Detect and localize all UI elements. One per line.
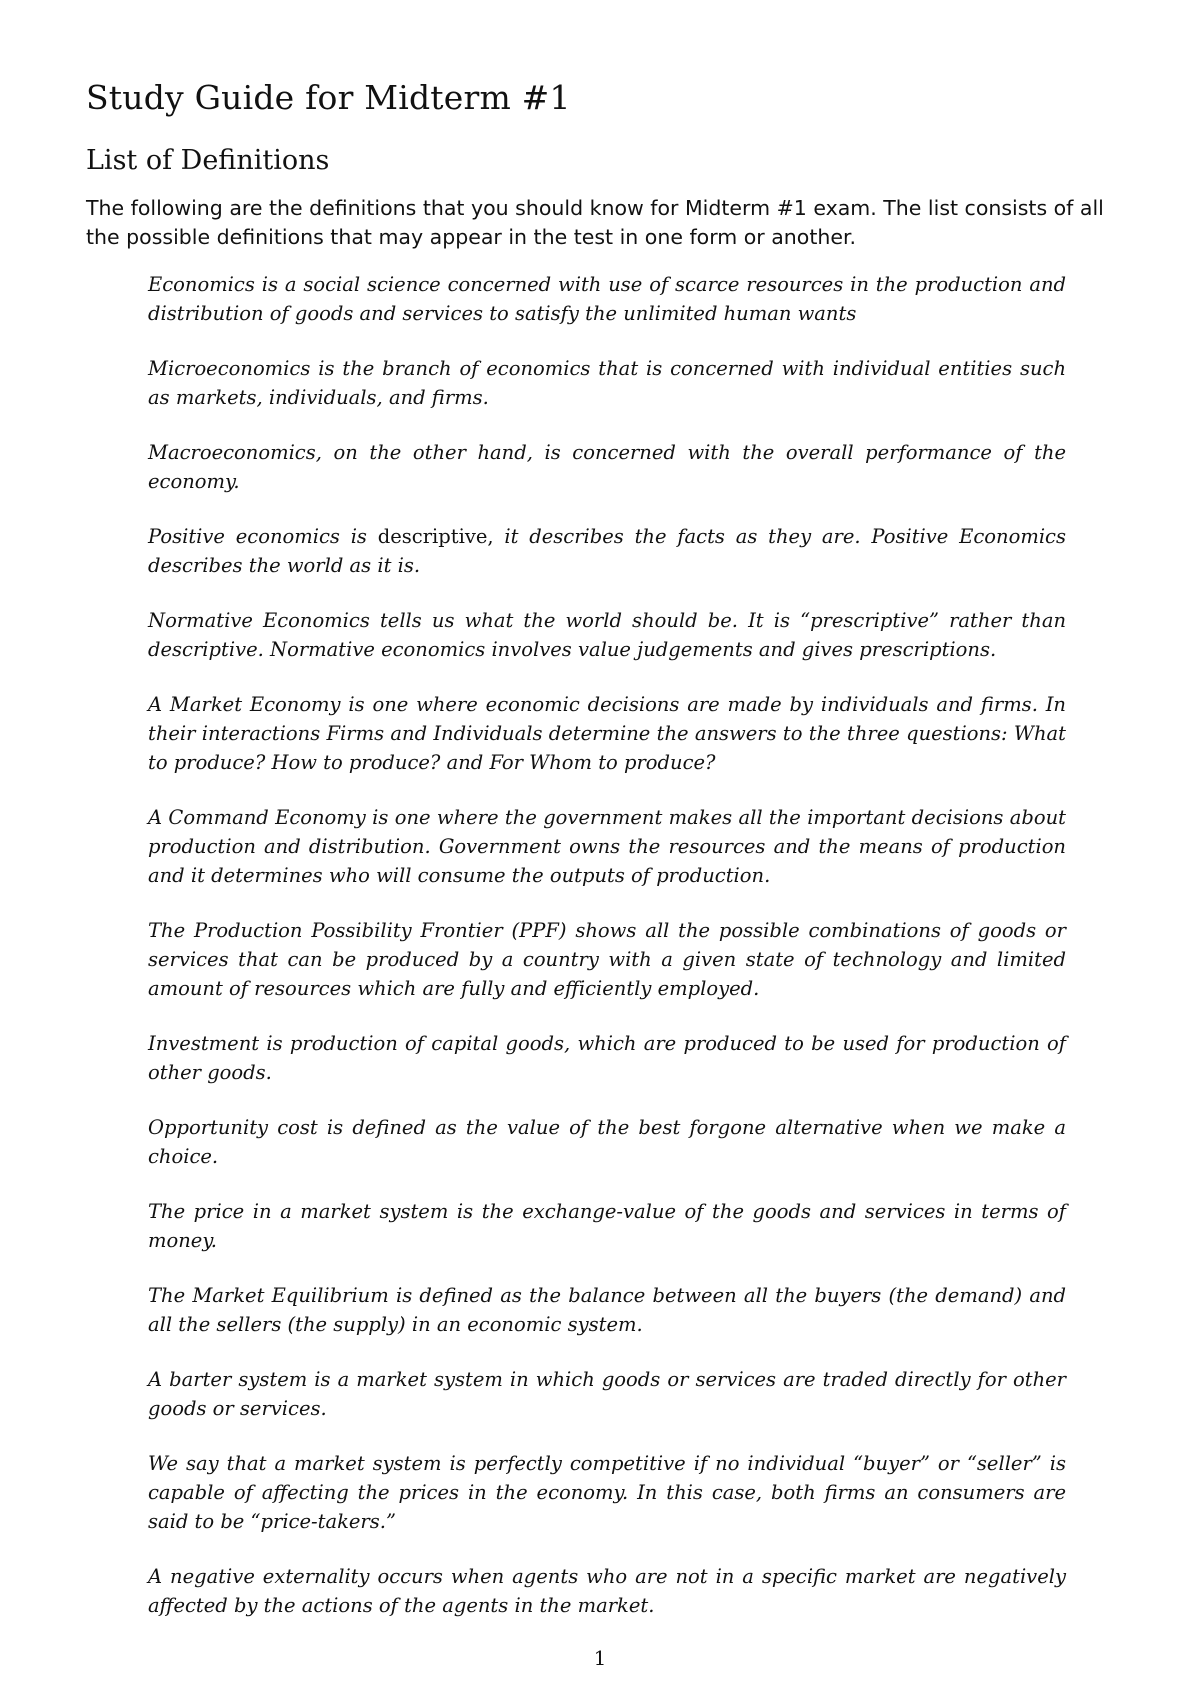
definition-text-part: Positive economics is [148, 525, 378, 548]
document-page [86, 74, 1128, 1646]
definition-economics: Economics is a social science concerned with use of scarce resources in the production and distribution of goods and services to satisfy the unlimited human wants [148, 273, 1066, 325]
definition-microeconomics: Microeconomics is the branch of economics that is concerned with individual entities such as markets, individuals, and firms. [148, 357, 1066, 409]
section-heading: List of Definitions [86, 145, 330, 176]
definition-text-upright: descriptive, [377, 525, 494, 548]
definition-market-equilibrium: The Market Equilibrium is defined as the balance between all the buyers (the demand) and all the sellers (the supply) in an economic system. [148, 1284, 1066, 1336]
document-title: Study Guide for Midterm #1 [86, 78, 571, 117]
definition-market-economy: A Market Economy is one where economic decisions are made by individuals and firms. In their interactions Firms and Individuals determine the answers to the three questions: What to produce? How to produce? and For Whom to produce? [148, 693, 1066, 774]
definition-text-part: it describes the facts as they are. Positive Economics describes the world as it is. [148, 525, 1066, 577]
definitions-list [148, 270, 1066, 1620]
definition-price: The price in a market system is the exchange-value of the goods and services in terms of money. [148, 1200, 1066, 1252]
definition-barter-system: A barter system is a market system in which goods or services are traded directly for other goods or services. [148, 1368, 1066, 1420]
page-number: 1 [593, 1646, 607, 1670]
definition-positive-economics [148, 522, 1066, 580]
definition-negative-externality: A negative externality occurs when agents who are not in a specific market are negatively affected by the actions of the agents in the market. [148, 1565, 1066, 1617]
definition-investment: Investment is production of capital goods, which are produced to be used for production of other goods. [148, 1032, 1066, 1084]
definition-ppf: The Production Possibility Frontier (PPF) shows all the possible combinations of goods or services that can be produced by a country with a given state of technology and limited amount of resources which are fully and efficiently employed. [148, 919, 1066, 1000]
definition-opportunity-cost: Opportunity cost is defined as the value of the best forgone alternative when we make a choice. [148, 1116, 1066, 1168]
definition-normative-economics: Normative Economics tells us what the world should be. It is “prescriptive” rather than descriptive. Normative economics involves value judgements and gives prescriptions. [148, 609, 1066, 661]
definition-command-economy: A Command Economy is one where the government makes all the important decisions about production and distribution. Government owns the resources and the means of production and it determines who will consume the outputs of production. [148, 806, 1066, 887]
intro-paragraph: The following are the definitions that you should know for Midterm #1 exam. The list consists of all the possible definitions that may appear in the test in one form or another. [86, 196, 1104, 249]
definition-perfect-competition: We say that a market system is perfectly competitive if no individual “buyer” or “seller” is capable of affecting the prices in the economy. In this case, both firms an consumers are said to be “price-takers.” [148, 1452, 1066, 1533]
definition-macroeconomics: Macroeconomics, on the other hand, is concerned with the overall performance of the economy. [148, 441, 1066, 493]
